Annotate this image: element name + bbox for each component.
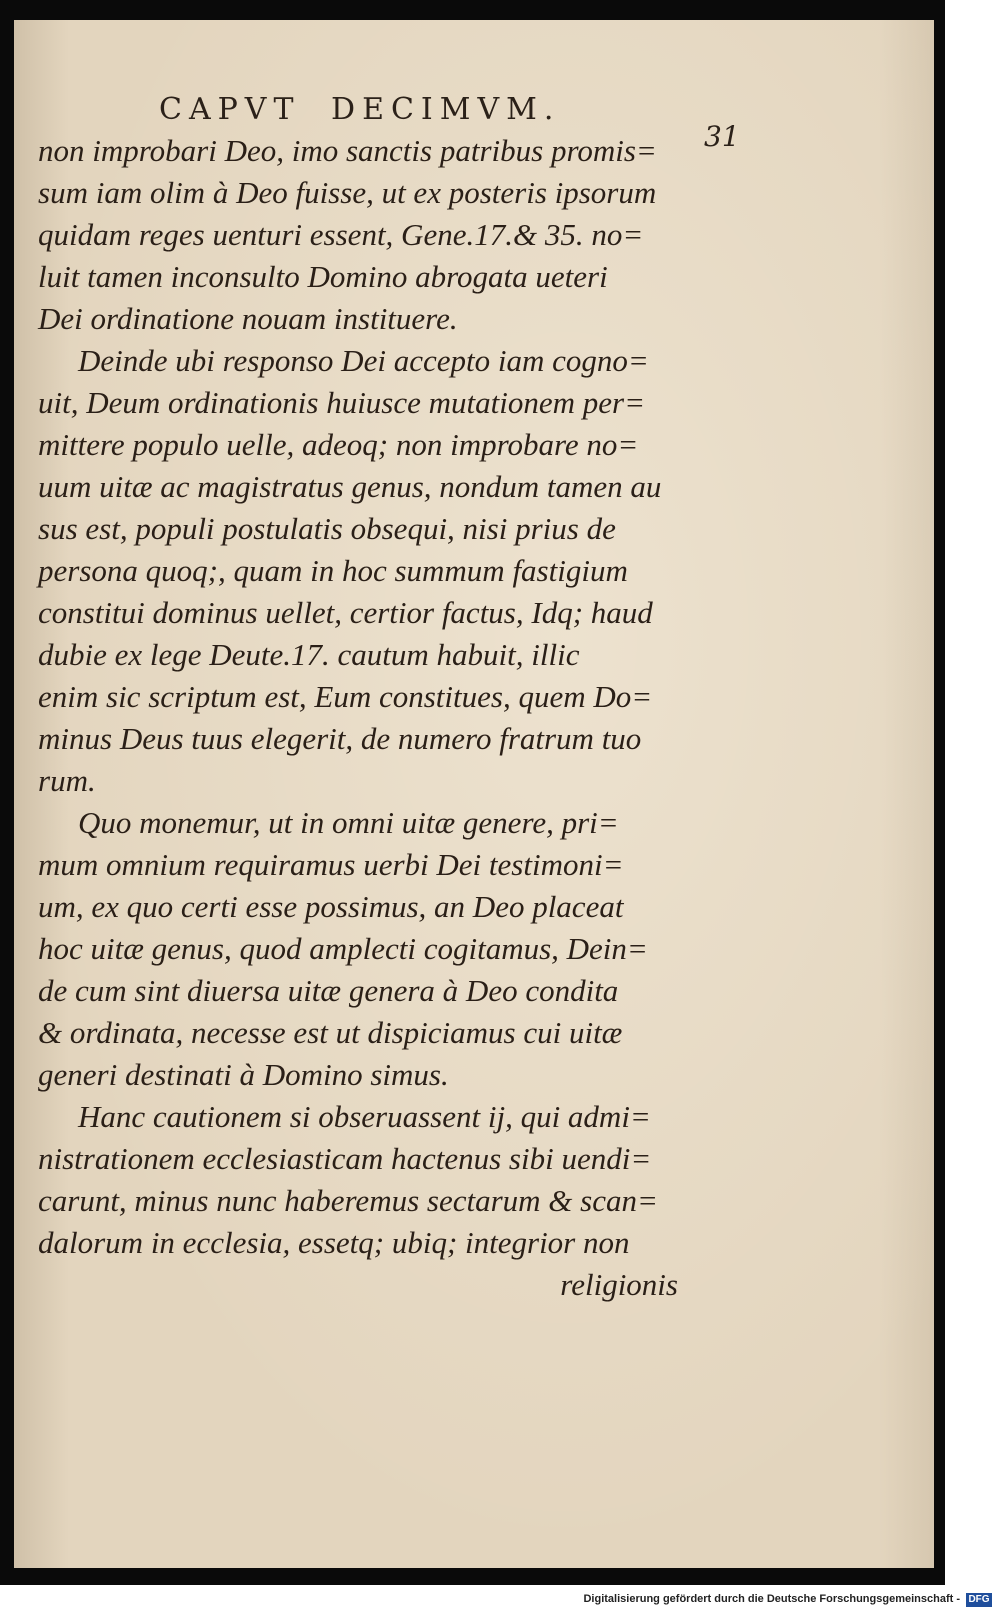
paragraph-start-line: Hanc cautionem si obseruassent ij, qui admi=	[78, 1099, 651, 1134]
text-block	[38, 130, 688, 1306]
text-line: minus Deus tuus elegerit, de numero fratrum tuo	[38, 721, 642, 756]
text-line: dalorum in ecclesia, essetq; ubiq; integrior non	[38, 1225, 630, 1260]
text-line: dubie ex lege Deute.17. cautum habuit, illic	[38, 637, 580, 672]
text-line: mum omnium requiramus uerbi Dei testimoni=	[38, 847, 624, 882]
paragraph-start-line: Quo monemur, ut in omni uitæ genere, pri=	[78, 805, 619, 840]
text-line: sum iam olim à Deo fuisse, ut ex posteris ipsorum	[38, 175, 657, 210]
text-line: constitui dominus uellet, certior factus, Idq; haud	[38, 595, 653, 630]
text-line: enim sic scriptum est, Eum constitues, quem Do=	[38, 679, 653, 714]
text-line: uit, Deum ordinationis huiusce mutationem per=	[38, 385, 645, 420]
book-page	[14, 20, 934, 1568]
text-line: nistrationem ecclesiasticam hactenus sibi uendi=	[38, 1141, 652, 1176]
text-line: luit tamen inconsulto Domino abrogata ueteri	[38, 259, 608, 294]
text-line: um, ex quo certi esse possimus, an Deo placeat	[38, 889, 624, 924]
text-line: quidam reges uenturi essent, Gene.17.& 35. no=	[38, 217, 644, 252]
text-line: generi destinati à Domino simus.	[38, 1057, 449, 1092]
page-number: 31	[704, 120, 740, 153]
text-line: de cum sint diuersa uitæ genera à Deo condita	[38, 973, 619, 1008]
text-line: hoc uitæ genus, quod amplecti cogitamus, Dein=	[38, 931, 648, 966]
running-head: CAPVT DECIMVM.	[159, 92, 561, 127]
text-line: mittere populo uelle, adeoq; non improbare no=	[38, 427, 639, 462]
text-line: Dei ordinatione nouam instituere.	[38, 301, 458, 336]
text-line: rum.	[38, 763, 96, 798]
text-line: carunt, minus nunc haberemus sectarum & scan=	[38, 1183, 658, 1218]
text-line: & ordinata, necesse est ut dispiciamus cui uitæ	[38, 1015, 623, 1050]
dfg-logo-icon[interactable]: DFG	[966, 1593, 992, 1607]
catchword: religionis	[560, 1267, 678, 1302]
funding-footer	[0, 1590, 1000, 1613]
text-line: uum uitæ ac magistratus genus, nondum tamen au	[38, 469, 662, 504]
text-line: sus est, populi postulatis obsequi, nisi prius de	[38, 511, 616, 546]
text-line: non improbari Deo, imo sanctis patribus promis=	[38, 133, 657, 168]
funding-credit: Digitalisierung gefördert durch die Deutsche Forschungsgemeinschaft -	[583, 1593, 960, 1605]
paragraph-start-line: Deinde ubi responso Dei accepto iam cogno=	[78, 343, 649, 378]
text-line: persona quoq;, quam in hoc summum fastigium	[38, 553, 628, 588]
